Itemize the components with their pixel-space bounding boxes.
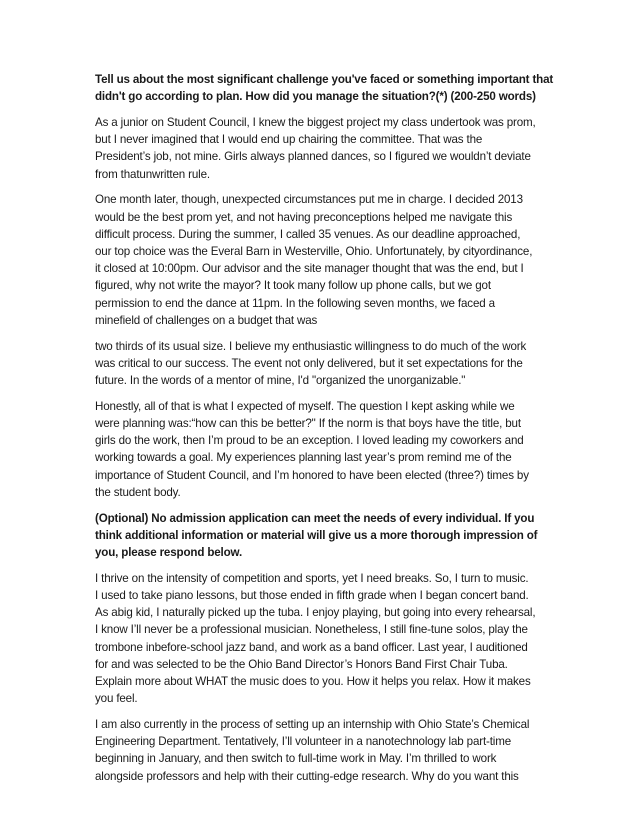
essay-paragraph: [95, 338, 555, 390]
text-line: importance of Student Council, and I’m honored to have been elected (three?) times by: [95, 468, 529, 482]
essay-paragraph: [95, 398, 555, 501]
text-line: I am also currently in the process of setting up an internship with Ohio State’s Chemical: [95, 718, 530, 732]
essay-body: [95, 71, 555, 793]
essay-prompt: [95, 510, 555, 562]
text-line: girls do the work, then I’m proud to be an exception. I loved leading my coworkers and: [95, 434, 524, 448]
text-line: two thirds of its usual size. I believe my enthusiastic willingness to do much of the work: [95, 339, 527, 353]
text-line: beginning in January, and then switch to full-time work in May. I’m thrilled to work: [95, 752, 497, 766]
text-line: permission to end the dance at 11pm. In the following seven months, we faced a: [95, 296, 495, 310]
text-line: you feel.: [95, 692, 138, 706]
text-line: As a junior on Student Council, I knew the biggest project my class undertook was prom,: [95, 116, 536, 129]
essay-prompt: [95, 71, 555, 105]
essay-paragraph: [95, 716, 555, 785]
text-line: was critical to our success. The event not only delivered, but it set expectations for the: [95, 356, 523, 370]
text-line: Tell us about the most significant challenge you've faced or something important that: [95, 73, 554, 86]
essay-paragraph: [95, 191, 555, 329]
text-line: Engineering Department. Tentatively, I’ll volunteer in a nanotechnology lab part-time: [95, 735, 512, 749]
text-line: I thrive on the intensity of competition and sports, yet I need breaks. So, I turn to music.: [95, 571, 529, 585]
text-line: the student body.: [95, 485, 181, 499]
text-line: I used to take piano lessons, but those ended in fifth grade when I began concert band.: [95, 589, 529, 603]
text-line: As abig kid, I naturally picked up the tuba. I enjoy playing, but going into every rehearsal,: [95, 606, 536, 620]
essay-paragraph: [95, 570, 555, 708]
text-line: from thatunwritten rule.: [95, 167, 210, 181]
text-line: it closed at 10:00pm. Our advisor and the site manager thought that was the end, but I: [95, 262, 524, 276]
text-line: trombone inbefore-school jazz band, and work as a band officer. Last year, I auditioned: [95, 640, 528, 654]
text-line: alongside professors and help with their cutting-edge research. Why do you want this: [95, 769, 519, 783]
text-line: working towards a goal. My experiences planning last year’s prom remind me of the: [95, 451, 512, 465]
text-line: difficult process. During the summer, I called 35 venues. As our deadline approached,: [95, 227, 521, 241]
text-line: our top choice was the Everal Barn in Westerville, Ohio. Unfortunately, by cityordinance,: [95, 245, 533, 259]
text-line: were planning was:“how can this be better?" If the norm is that boys have the title, but: [95, 417, 521, 431]
text-line: figured, why not write the mayor? It took many follow up phone calls, but we got: [95, 279, 491, 293]
text-line: Explain more about WHAT the music does to you. How it helps you relax. How it makes: [95, 675, 531, 689]
text-line: for and was selected to be the Ohio Band Director’s Honors Band First Chair Tuba.: [95, 657, 508, 671]
text-line: future. In the words of a mentor of mine, I'd "organized the unorganizable.": [95, 374, 466, 388]
text-line: minefield of challenges on a budget that was: [95, 313, 318, 327]
text-line: One month later, though, unexpected circumstances put me in charge. I decided 2013: [95, 193, 523, 207]
text-line: you, please respond below.: [95, 546, 243, 560]
text-line: but I never imagined that I would end up chairing the committee. That was the: [95, 133, 483, 147]
text-line: would be the best prom yet, and not having preconceptions helped me navigate this: [95, 210, 513, 224]
text-line: President’s job, not mine. Girls always planned dances, so I figured we wouldn’t deviate: [95, 150, 531, 164]
text-line: didn't go according to plan. How did you manage the situation?(*) (200-250 words): [95, 90, 536, 104]
text-line: I know I’ll never be a professional musician. Nonetheless, I still fine-tune solos, play the: [95, 623, 528, 637]
text-line: (Optional) No admission application can meet the needs of every individual. If you: [95, 511, 535, 525]
text-line: think additional information or material will give us a more thorough impression of: [95, 528, 538, 542]
essay-paragraph: [95, 114, 555, 183]
text-line: Honestly, all of that is what I expected of myself. The question I kept asking while we: [95, 399, 515, 413]
